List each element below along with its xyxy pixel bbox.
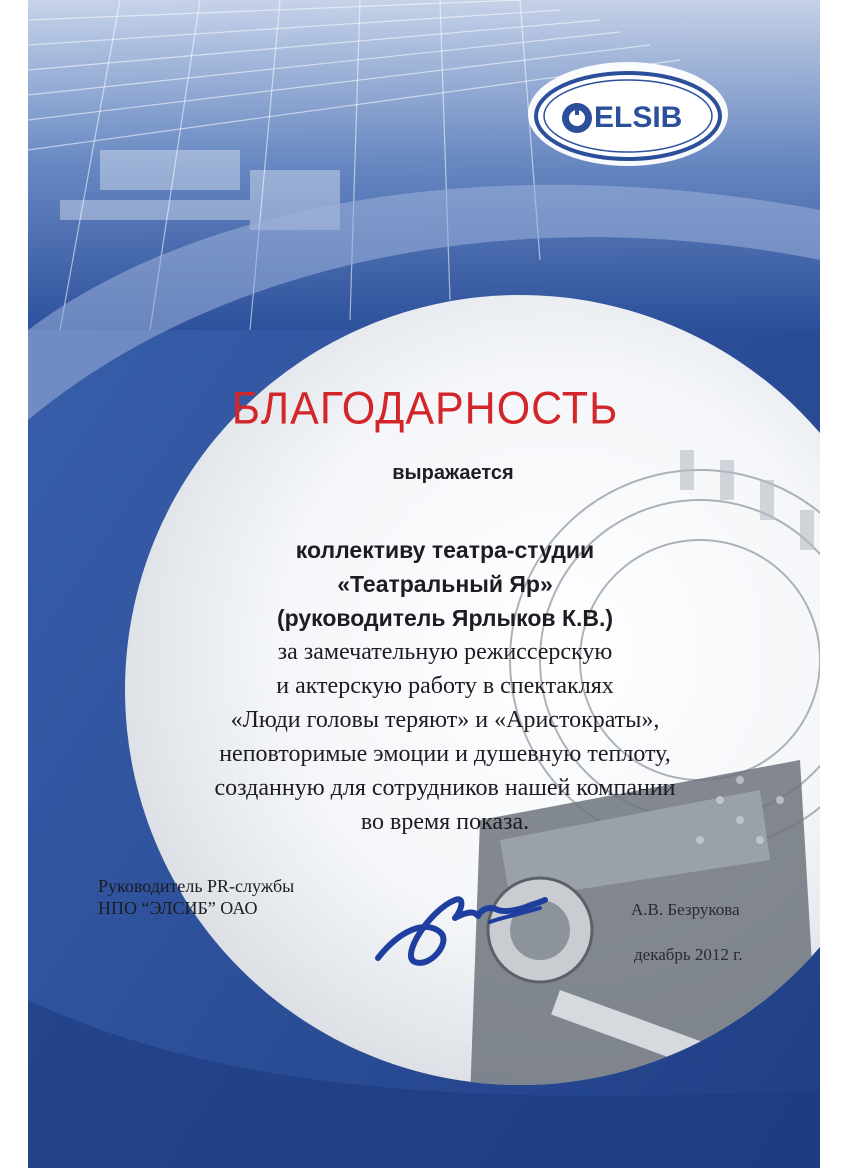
certificate-date: декабрь 2012 г.	[634, 945, 743, 964]
body-line: во время показа.	[360, 809, 530, 835]
signatory-position	[98, 875, 294, 919]
body-line: неповторимые эмоции и душевную теплоту,	[219, 741, 671, 767]
body-line: за замечательную режиссерскую	[277, 639, 613, 665]
body-line-theatre-name: «Театральный Яр»	[337, 571, 553, 597]
handwritten-signature	[370, 870, 550, 980]
body-line-director: (руководитель Ярлыков К.В.)	[276, 605, 614, 631]
signatory-position-title: Руководитель PR-службы	[98, 876, 295, 896]
logo-text: ELSIB	[594, 101, 683, 134]
certificate-title: БЛАГОДАРНОСТЬ	[231, 383, 619, 435]
signatory-organization: НПО “ЭЛСИБ” ОАО	[98, 898, 258, 918]
body-line: «Люди головы теряют» и «Аристократы»,	[230, 707, 660, 733]
elsib-logo	[533, 70, 723, 162]
body-line-recipient: коллективу театра-студии	[295, 537, 595, 563]
body-line: созданную для сотрудников нашей компании	[214, 775, 676, 801]
certificate-body	[0, 533, 850, 839]
certificate-subtitle: выражается	[392, 462, 514, 484]
body-line: и актерскую работу в спектаклях	[276, 673, 614, 699]
signatory-name: А.В. Безрукова	[631, 900, 740, 919]
